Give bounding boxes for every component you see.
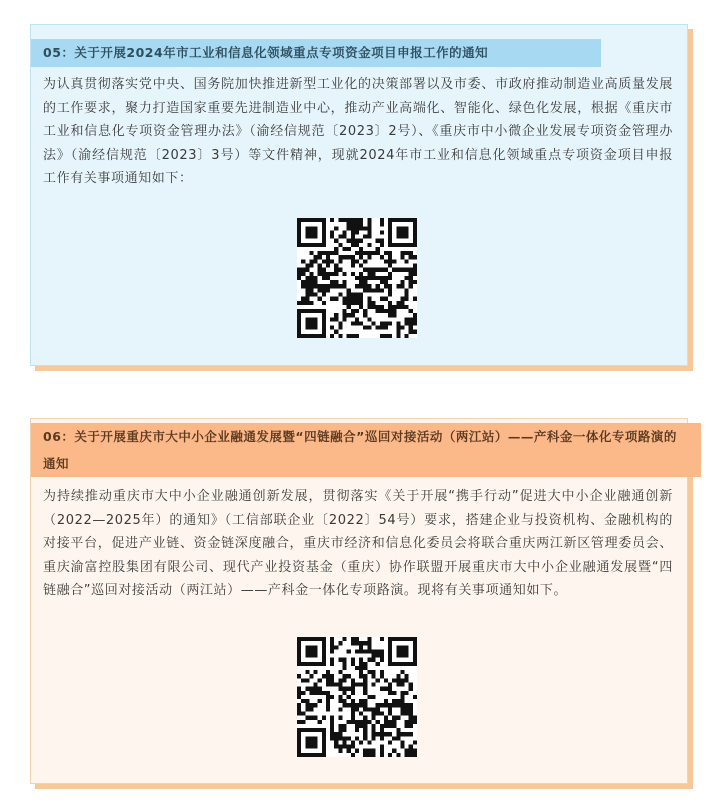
qr-code-icon[interactable] [297,218,417,338]
notice-body: 为认真贯彻落实党中央、国务院加快推进新型工业化的决策部署以及市委、市政府推动制造业高质量发展的工作要求，聚力打造国家重要先进制造业中心，推动产业高端化、智能化、绿色化发展，根据《重庆市工业和信息化专项资金管理办法》（渝经信规范〔2023〕2号）、《重庆市中小微企业发展专项资金管理办法》（渝经信规范〔2023〕3号）等文件精神，现就2024年市工业和信息化领域重点专项资金项目申报工作有关事项通知如下： [43,77,673,186]
notice-title: 06：关于开展重庆市大中小企业融通发展暨“四链融合”巡回对接活动（两江站）——产科金一体化专项路演的通知 [31,423,701,477]
notice-card-06 [30,418,688,784]
notice-title: 05：关于开展2024年市工业和信息化领域重点专项资金项目申报工作的通知 [31,39,601,67]
qr-code-icon[interactable] [297,637,417,757]
notice-body: 为持续推动重庆市大中小企业融通创新发展，贯彻落实《关于开展“携手行动”促进大中小企业融通创新（2022—2025年）的通知》（工信部联企业〔2022〕54号）要求，搭建企业与投资机构、金融机构的对接平台，促进产业链、资金链深度融合，重庆市经济和信息化委员会将联合重庆两江新区管理委员会、重庆渝富控股集团有限公司、现代产业投资基金（重庆）协作联盟开展重庆市大中小企业融通发展暨“四链融合”巡回对接活动（两江站）——产科金一体化专项路演。现将有关事项通知如下。 [43,489,673,598]
notice-card-05 [30,24,688,366]
card-panel [30,24,688,366]
card-panel [30,418,688,784]
